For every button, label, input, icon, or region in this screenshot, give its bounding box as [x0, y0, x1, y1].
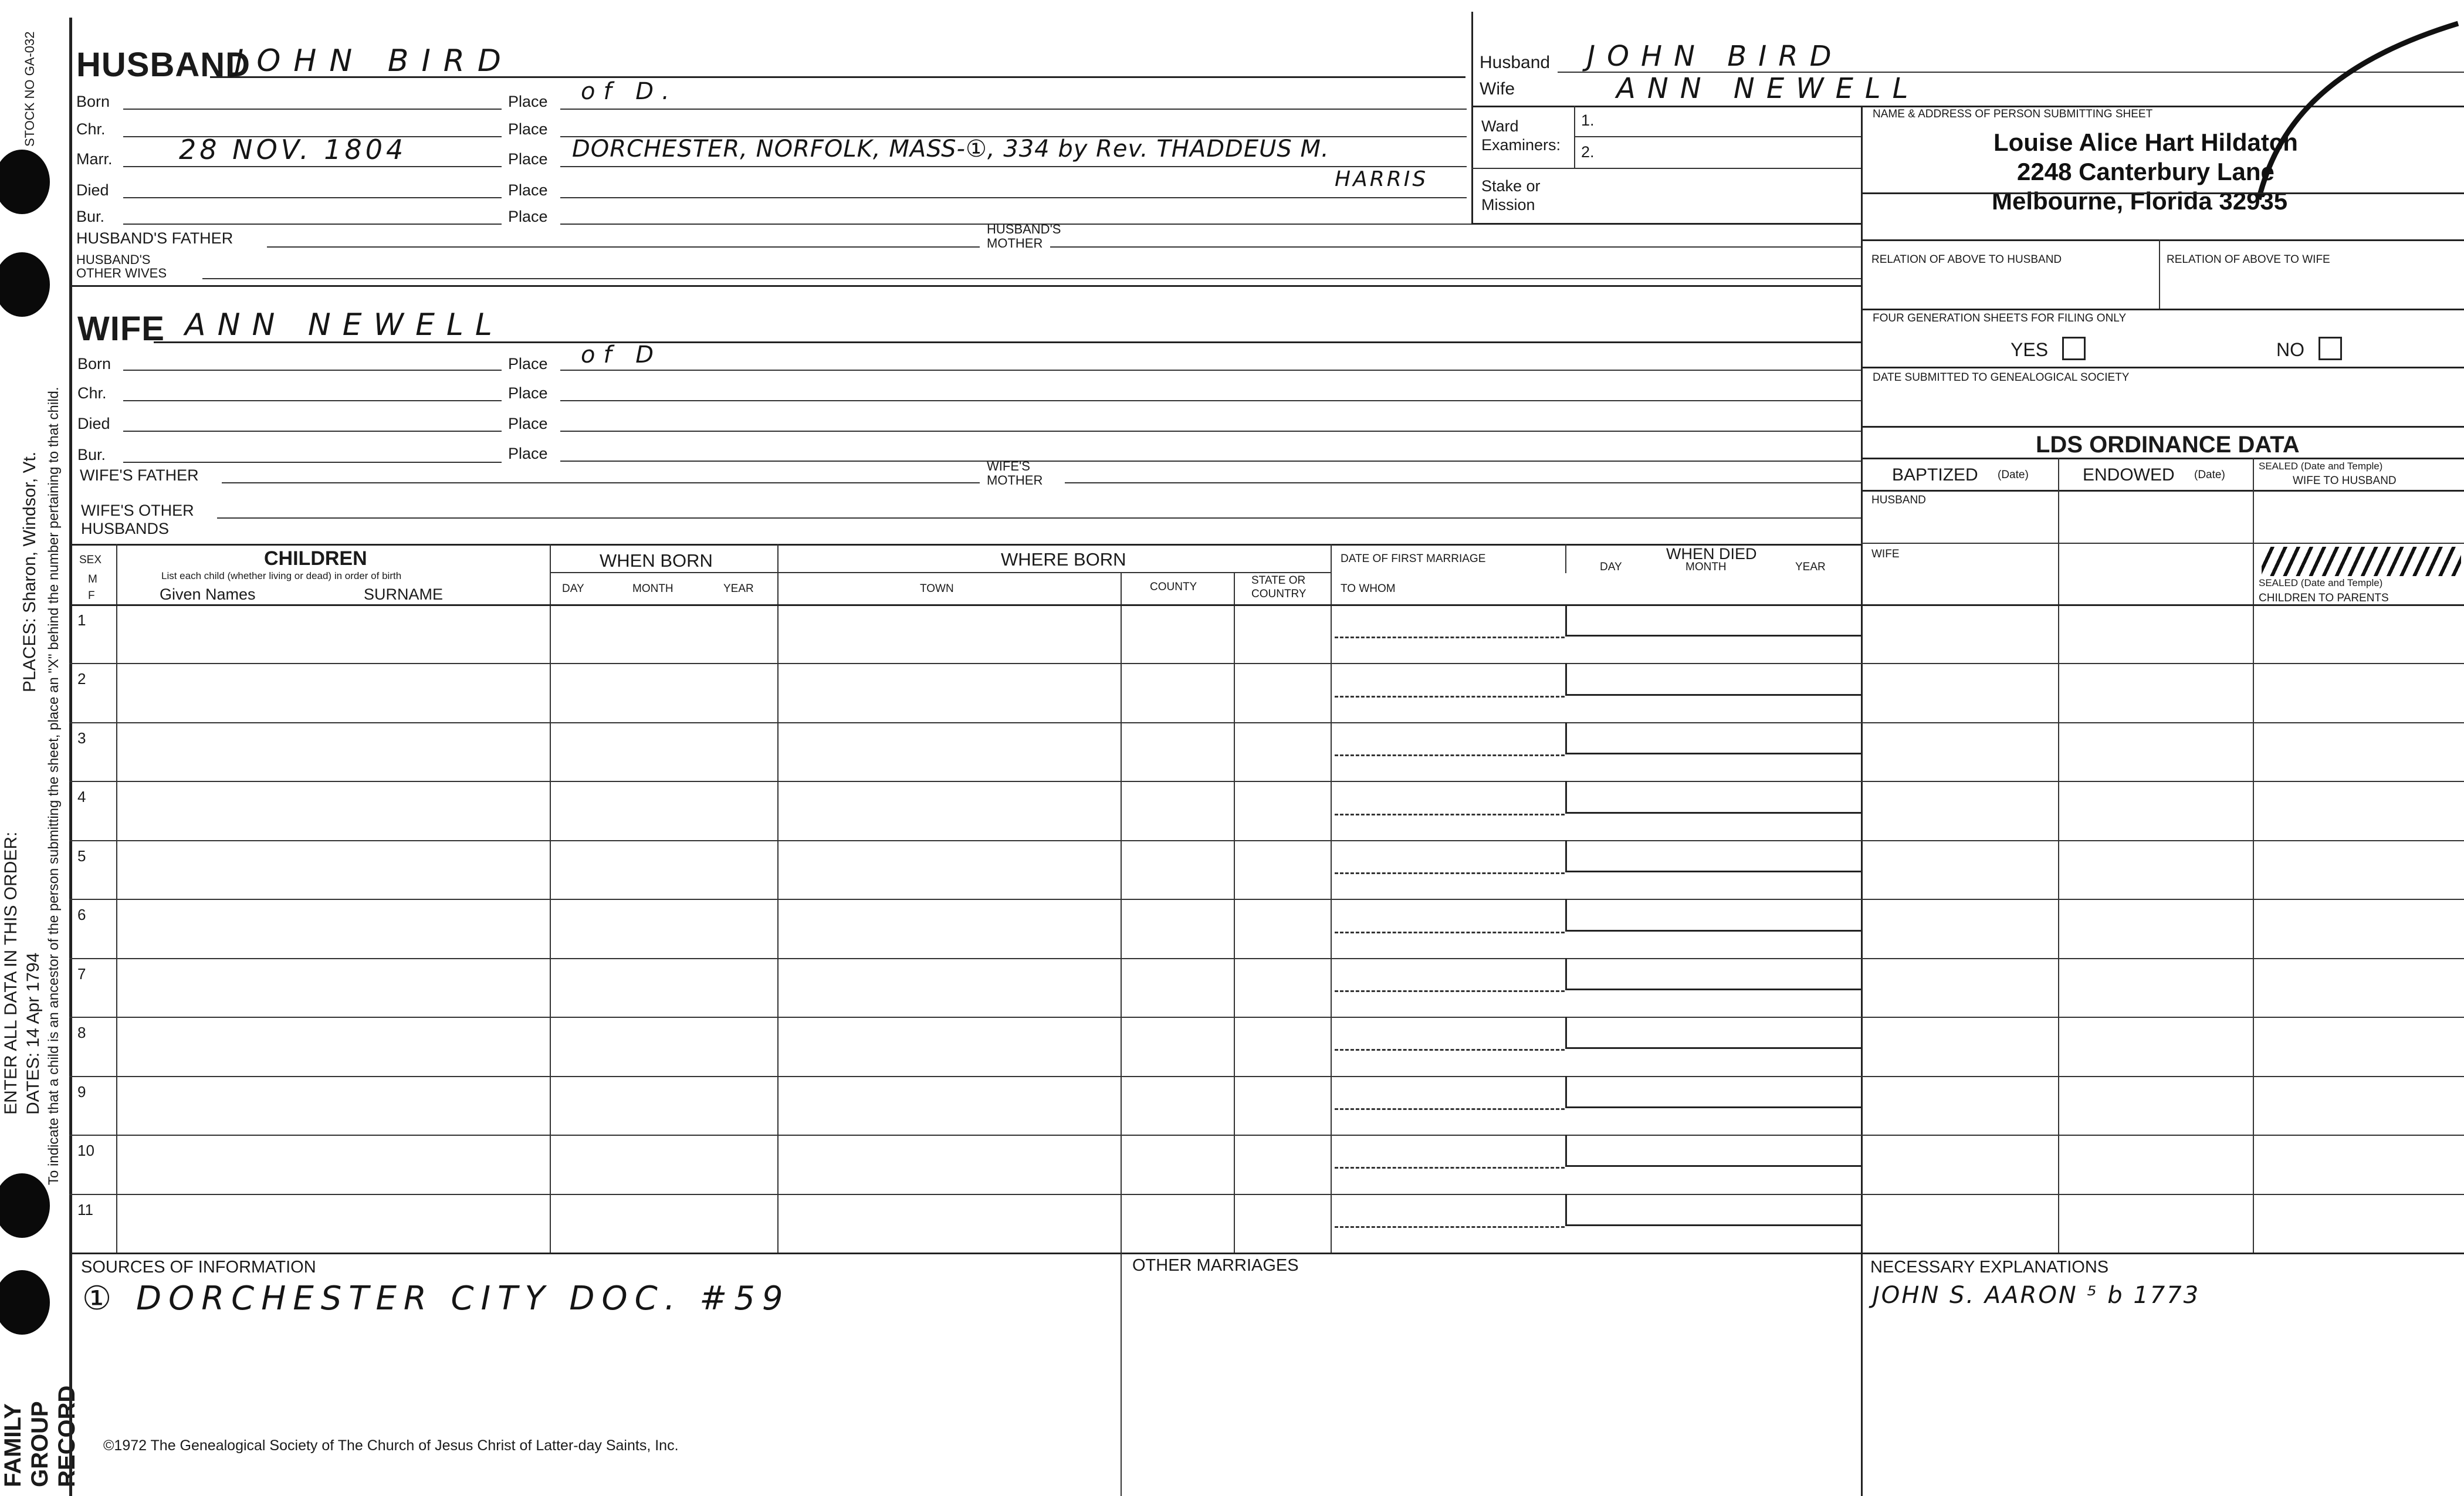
lds-subheader-bottom — [1861, 490, 2464, 492]
child-row-divider — [69, 1135, 2464, 1136]
death-date-line — [1565, 694, 1861, 696]
punch-hole-4 — [0, 1270, 50, 1335]
examiner-2: 2. — [1581, 143, 1595, 161]
lds-wife-label: WIFE — [1871, 548, 1900, 560]
when-died-heading: WHEN DIED — [1666, 545, 1757, 563]
top-right-divider — [1471, 12, 1473, 223]
date-submitted-label: DATE SUBMITTED TO GENEALOGICAL SOCIETY — [1873, 371, 2130, 384]
death-date-bracket — [1565, 899, 1567, 929]
form-title-3: RECORD — [54, 1385, 80, 1487]
husband-born-place[interactable]: of D. — [581, 78, 678, 105]
child-row-number: 9 — [77, 1082, 86, 1101]
husband-section-bottom — [69, 285, 1861, 287]
died-month-label: MONTH — [1685, 561, 1727, 573]
husband-marriage-date[interactable]: 28 NOV. 1804 — [179, 134, 407, 165]
lds-husband-label: HUSBAND — [1871, 494, 1926, 506]
child-row-number: 3 — [77, 729, 86, 747]
relation-bottom — [1861, 309, 2464, 310]
wife-born-label: Born — [77, 355, 111, 373]
to-whom-label: TO WHOM — [1341, 583, 1396, 595]
examiner-1-line — [1574, 136, 1861, 137]
date-submitted-bottom — [1861, 426, 2464, 428]
child-row-number: 4 — [77, 788, 86, 806]
examiners-label: Examiners: — [1481, 136, 1561, 154]
col-county-divider — [1234, 572, 1235, 1253]
husband-bur-place-label: Place — [508, 208, 548, 225]
wifes-father-label: WIFE'S FATHER — [80, 466, 199, 484]
wife-chr-place-field — [560, 400, 1861, 401]
wifes-mother-label-1: WIFE'S — [987, 459, 1030, 473]
other-marriages-divider — [1121, 1253, 1122, 1496]
husband-died-place-label: Place — [508, 181, 548, 199]
pen-stroke-mark — [2253, 12, 2464, 205]
husbands-mother-field — [1050, 246, 1861, 248]
baptized-date-label: (Date) — [1998, 469, 2029, 481]
death-date-line — [1565, 1106, 1861, 1108]
death-date-bracket — [1565, 1076, 1567, 1106]
husband-chr-place-label: Place — [508, 120, 548, 138]
endowed-date-label: (Date) — [2194, 469, 2225, 481]
death-date-bracket — [1565, 604, 1567, 635]
col-born-divider — [777, 544, 779, 1253]
col-sex-divider — [116, 544, 117, 1253]
husband-marriage-place[interactable]: DORCHESTER, NORFOLK, MASS-①, 334 by Rev. THADDEUS M. — [572, 136, 1329, 163]
marriage-date-dash — [1335, 932, 1565, 933]
submitter-heading: NAME & ADDRESS OF PERSON SUBMITTING SHEET — [1873, 108, 2153, 120]
yes-checkbox[interactable] — [2062, 337, 2086, 360]
marriage-date-dash — [1335, 990, 1565, 992]
right-panel-divider — [1861, 106, 1863, 1496]
wife-chr-label: Chr. — [77, 384, 107, 402]
died-day-label: DAY — [1600, 561, 1622, 573]
husband-marr-place-field — [560, 166, 1467, 167]
other-husbands-field — [217, 517, 1861, 519]
death-date-bracket — [1565, 1194, 1567, 1224]
yes-label: YES — [2011, 339, 2049, 360]
town-label: TOWN — [920, 583, 954, 595]
other-husbands-label-1: WIFE'S OTHER — [81, 502, 194, 519]
husband-born-place-label: Place — [508, 93, 548, 110]
wife-bur-place-field — [560, 461, 1861, 462]
form-title-1: FAMILY — [0, 1403, 26, 1487]
relation-divider — [2159, 239, 2160, 309]
ancestor-note: To indicate that a child is an ancestor of the person submitting the sheet, place an "X" behind the number pertaining to that child. — [46, 387, 62, 1185]
death-date-bracket — [1565, 781, 1567, 811]
punch-hole-1 — [0, 150, 50, 214]
child-row-number: 5 — [77, 847, 86, 865]
husbands-mother-label-1: HUSBAND'S — [987, 222, 1061, 236]
no-checkbox[interactable] — [2319, 337, 2342, 360]
death-date-bracket — [1565, 663, 1567, 693]
submitter-rule-2 — [1861, 239, 2464, 241]
husband-chr-label: Chr. — [76, 120, 106, 138]
marriage-date-dash — [1335, 637, 1565, 638]
child-row-divider — [69, 899, 2464, 900]
died-year-label: YEAR — [1795, 561, 1826, 573]
death-date-line — [1565, 1047, 1861, 1049]
husband-died-label: Died — [76, 181, 109, 199]
tr-wife-label: Wife — [1480, 79, 1515, 99]
wifes-mother-label-2: MOTHER — [987, 473, 1043, 488]
stake-label-2: Mission — [1481, 196, 1535, 214]
lds-heading: LDS ORDINANCE DATA — [2036, 432, 2300, 458]
explanations-text[interactable]: JOHN S. AARON ⁵ b 1773 — [1873, 1282, 2201, 1309]
other-husbands-label-2: HUSBANDS — [81, 520, 170, 537]
husband-born-label: Born — [76, 93, 110, 110]
submitter-city[interactable]: Melbourne, Florida 32935 — [1992, 187, 2288, 215]
baptized-label: BAPTIZED — [1892, 465, 1978, 485]
child-row-number: 8 — [77, 1024, 86, 1042]
death-date-line — [1565, 930, 1861, 932]
child-row-number: 6 — [77, 906, 86, 924]
child-row-divider — [69, 1194, 2464, 1195]
wife-born-place-label: Place — [508, 355, 548, 373]
lds-husband-bottom — [1861, 543, 2464, 544]
marriage-date-dash — [1335, 1049, 1565, 1051]
wife-died-label: Died — [77, 415, 110, 432]
death-date-bracket — [1565, 1135, 1567, 1165]
death-date-bracket — [1565, 958, 1567, 989]
state-label-1: STATE OR — [1251, 574, 1306, 587]
husband-heading: HUSBAND — [76, 46, 251, 84]
explanations-label: NECESSARY EXPLANATIONS — [1870, 1258, 2109, 1277]
form-left-border — [69, 18, 72, 1496]
husband-marr-field — [123, 166, 502, 167]
wife-chr-field — [123, 400, 502, 401]
death-date-bracket — [1565, 840, 1567, 871]
table-header-bottom — [69, 604, 1861, 606]
tr-wife-name[interactable]: ANN NEWELL — [1616, 72, 1920, 105]
wife-name[interactable]: ANN NEWELL — [185, 307, 504, 343]
children-heading: CHILDREN — [264, 547, 367, 570]
sex-label: SEX — [79, 554, 102, 566]
marriage-date-dash — [1335, 1108, 1565, 1110]
marriage-date-dash — [1335, 696, 1565, 698]
wife-bur-field — [123, 462, 502, 463]
lds-wife-bottom — [1861, 604, 2464, 606]
examiner-1: 1. — [1581, 111, 1595, 129]
death-date-line — [1565, 1224, 1861, 1226]
ward-label: Ward — [1481, 117, 1519, 135]
born-month-label: MONTH — [632, 583, 673, 595]
four-gen-label: FOUR GENERATION SHEETS FOR FILING ONLY — [1873, 312, 2127, 324]
wife-born-place-field — [560, 370, 1861, 371]
col-town-divider — [1121, 572, 1122, 1253]
wife-bur-label: Bur. — [77, 446, 106, 463]
given-names-label: Given Names — [160, 585, 256, 603]
sources-label: SOURCES OF INFORMATION — [81, 1258, 316, 1277]
relation-to-wife-label: RELATION OF ABOVE TO WIFE — [2167, 253, 2330, 266]
marriage-date-dash — [1335, 754, 1565, 756]
wife-died-field — [123, 431, 502, 432]
other-wives-label-1: HUSBAND'S — [76, 252, 151, 267]
wife-chr-place-label: Place — [508, 384, 548, 402]
submitter-name[interactable]: Louise Alice Hart Hildatch — [1993, 128, 2298, 156]
husband-marr-place-label: Place — [508, 150, 548, 168]
tr-husband-label: Husband — [1480, 53, 1551, 72]
child-row-divider — [69, 840, 2464, 841]
sealed-children-label-1: SEALED (Date and Temple) — [2259, 577, 2383, 588]
form-title-2: GROUP — [27, 1401, 53, 1487]
copyright-notice: ©1972 The Genealogical Society of The Church of Jesus Christ of Latter-day Saints, Inc. — [103, 1437, 679, 1454]
table-bottom — [69, 1253, 2464, 1254]
child-row-divider — [69, 1017, 2464, 1018]
col-state-divider — [1331, 544, 1332, 1253]
husband-born-place-field — [560, 109, 1467, 110]
hatched-cell — [2262, 547, 2461, 576]
stock-number: STOCK NO GA-032 — [22, 31, 37, 147]
where-born-heading: WHERE BORN — [1001, 549, 1126, 570]
wife-bur-place-label: Place — [508, 445, 548, 462]
child-row-number: 1 — [77, 611, 86, 629]
sex-f-label: F — [88, 590, 95, 602]
husband-died-field — [123, 197, 502, 198]
born-subheader-line — [550, 572, 1331, 573]
husband-bur-field — [123, 224, 502, 225]
no-label: NO — [2276, 339, 2304, 360]
other-marriages-label: OTHER MARRIAGES — [1132, 1256, 1299, 1275]
death-date-line — [1565, 753, 1861, 754]
col-names-divider — [550, 544, 551, 1253]
wife-heading: WIFE — [77, 310, 165, 348]
death-date-line — [1565, 871, 1861, 872]
child-row-divider — [69, 722, 2464, 723]
wife-died-place-field — [560, 431, 1861, 432]
punch-hole-2 — [0, 252, 50, 317]
husband-born-field — [123, 109, 502, 110]
wife-died-place-label: Place — [508, 415, 548, 432]
other-wives-field — [202, 278, 1861, 279]
husbands-father-label: HUSBAND'S FATHER — [76, 229, 233, 247]
child-row-divider — [69, 781, 2464, 782]
wife-section-bottom — [69, 544, 1861, 546]
child-row-number: 11 — [77, 1200, 93, 1219]
col-marriage-divider — [1565, 544, 1566, 573]
marriage-date-dash — [1335, 1226, 1565, 1228]
submitter-rule-1 — [1861, 192, 2464, 194]
surname-label: SURNAME — [364, 585, 444, 603]
death-date-bracket — [1565, 722, 1567, 753]
husband-bur-label: Bur. — [76, 208, 105, 225]
state-label-2: COUNTRY — [1251, 588, 1307, 600]
endowed-label: ENDOWED — [2083, 465, 2175, 485]
four-gen-bottom — [1861, 367, 2464, 368]
examiners-bottom — [1471, 168, 1861, 169]
death-date-line — [1565, 635, 1861, 637]
child-row-number: 7 — [77, 964, 86, 983]
enter-data-instruction: ENTER ALL DATA IN THIS ORDER: — [1, 831, 21, 1115]
husband-died-place-field — [560, 197, 1467, 198]
children-note: List each child (whether living or dead) in order of birth — [161, 570, 402, 581]
dates-example: DATES: 14 Apr 1794 — [23, 952, 43, 1115]
death-date-line — [1565, 989, 1861, 990]
child-row-divider — [69, 1076, 2464, 1077]
wife-born-field — [123, 370, 502, 371]
child-row-divider — [69, 958, 2464, 959]
husbands-father-field — [267, 246, 980, 248]
wifes-mother-field — [1065, 482, 1861, 483]
born-year-label: YEAR — [723, 583, 754, 595]
lds-heading-bottom — [1861, 458, 2464, 459]
tr-husband-name[interactable]: JOHN BIRD — [1587, 40, 1843, 73]
other-wives-label-2: OTHER WIVES — [76, 266, 167, 280]
sealed-wife-label-2: WIFE TO HUSBAND — [2293, 475, 2397, 487]
wifes-father-field — [222, 482, 980, 483]
sealed-children-label-2: CHILDREN TO PARENTS — [2259, 592, 2389, 604]
submitter-street[interactable]: 2248 Canterbury Lane — [2017, 158, 2275, 185]
stake-bottom — [1471, 223, 1861, 225]
child-row-divider — [69, 663, 2464, 664]
death-date-line — [1565, 1165, 1861, 1167]
places-example: PLACES: Sharon, Windsor, Vt. — [20, 451, 39, 692]
marriage-date-dash — [1335, 872, 1565, 874]
husbands-mother-label-2: MOTHER — [987, 236, 1043, 251]
lds-col-divider-2 — [2253, 458, 2254, 1253]
marriage-date-dash — [1335, 814, 1565, 815]
husband-marriage-place-cont[interactable]: HARRIS — [1335, 167, 1429, 191]
husband-marr-label: Marr. — [76, 150, 113, 168]
first-marriage-label: DATE OF FIRST MARRIAGE — [1341, 553, 1486, 565]
sex-m-label: M — [88, 573, 97, 585]
child-row-number: 10 — [77, 1142, 94, 1160]
lds-col-divider-1 — [2058, 458, 2059, 1253]
born-day-label: DAY — [562, 583, 584, 595]
sources-text[interactable]: ① DORCHESTER CITY DOC. #59 — [82, 1280, 790, 1318]
child-row-number: 2 — [77, 670, 86, 688]
death-date-bracket — [1565, 1017, 1567, 1047]
county-label: COUNTY — [1150, 581, 1197, 593]
punch-hole-3 — [0, 1173, 50, 1238]
sealed-wife-label-1: SEALED (Date and Temple) — [2259, 461, 2383, 472]
death-date-line — [1565, 812, 1861, 814]
marriage-date-dash — [1335, 1167, 1565, 1169]
husband-name[interactable]: JOHN BIRD — [235, 43, 514, 79]
stake-label-1: Stake or — [1481, 177, 1541, 195]
wife-born-place[interactable]: of D — [581, 341, 662, 368]
relation-to-husband-label: RELATION OF ABOVE TO HUSBAND — [1871, 253, 2062, 266]
when-born-heading: WHEN BORN — [600, 550, 713, 571]
